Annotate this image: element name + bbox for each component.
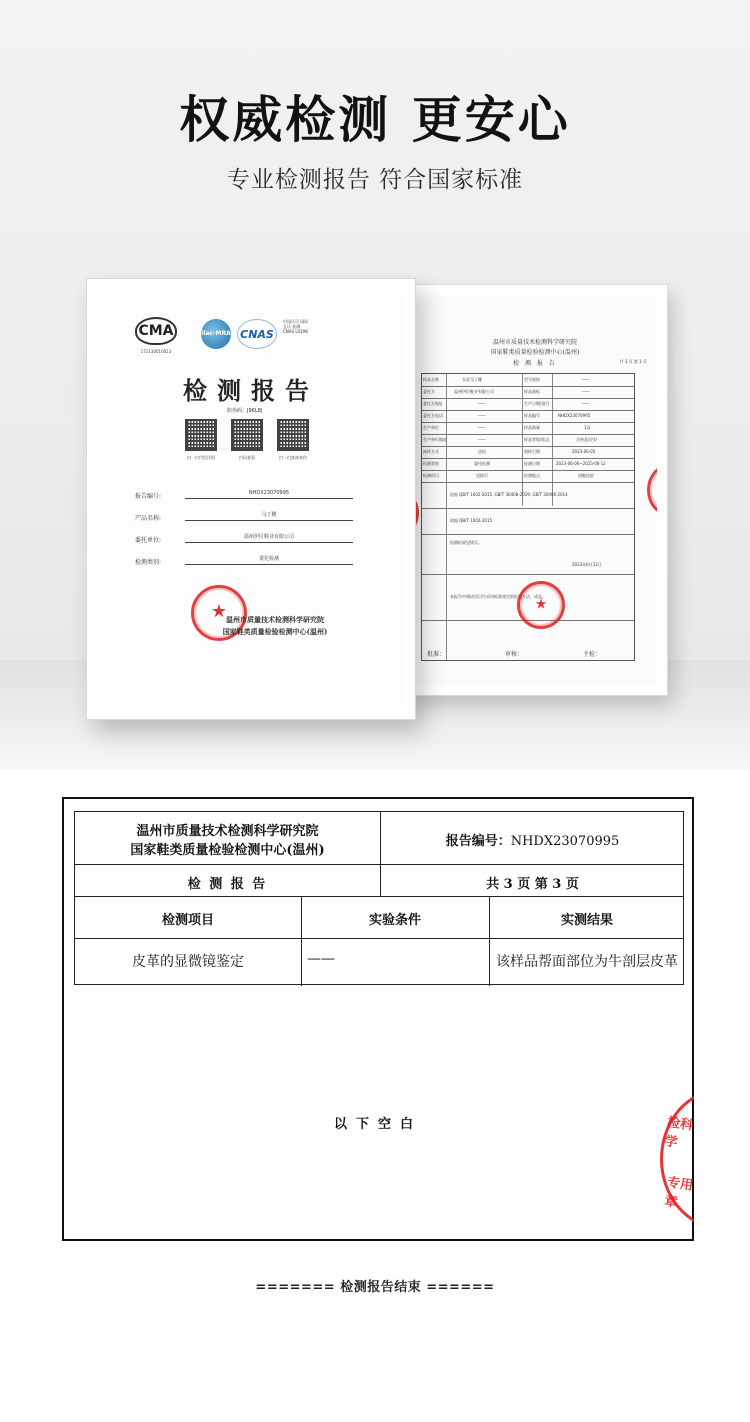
back-basis: 依据 QB/T 1002-2015, GB/T 30408-2019, GB/T 30406-2014 — [450, 492, 568, 497]
qr-code — [185, 419, 217, 451]
back-cell: 委托方地址 — [423, 401, 443, 406]
back-cell: 到样日期 — [524, 449, 540, 454]
back-cell: 1双 — [584, 425, 591, 430]
back-cell: —— — [582, 389, 590, 394]
stamp-star-icon: ★ — [534, 596, 548, 613]
cover-title: 检测报告 — [183, 376, 319, 405]
back-title-line2: 国家鞋类质量检验检测中心(温州) — [490, 349, 580, 356]
side-stamp-text2: 专用章 — [663, 1175, 694, 1211]
back-cell: —— — [478, 401, 486, 406]
col-header-condition: 实验条件 — [368, 913, 421, 928]
back-cell: 样品数量 — [524, 425, 540, 430]
back-cell: 送检 — [478, 449, 486, 454]
report-end-text: ======= 检测报告结束 ====== — [255, 1280, 495, 1295]
back-doc-title: 检 测 报 告 — [513, 360, 557, 367]
back-cell: 检测类别 — [423, 461, 439, 466]
seal-line2: 国家鞋类质量检验检测中心(温州) — [222, 627, 328, 636]
stamp-star-icon: ★ — [210, 601, 228, 623]
back-cell: 见续页 — [476, 473, 488, 478]
seal-line1: 温州市质量技术检测科学研究院 — [226, 615, 324, 624]
back-report-frame — [402, 284, 668, 696]
back-cell: 生产单位地址 — [423, 437, 447, 442]
report-number-label: 报告编号： — [445, 834, 511, 849]
back-cell: 样品等级/状态 — [524, 437, 550, 442]
back-sign-review: 审核： — [505, 651, 524, 658]
field-label: 委托单位: — [135, 537, 162, 544]
back-cell: 2023-06-06~2023-06-12 — [556, 461, 606, 466]
qr-caption: 扫码查看 — [239, 455, 255, 460]
back-title-line1: 温州市质量技术检测科学研究院 — [492, 339, 577, 346]
row-condition: —— — [307, 951, 335, 967]
back-cell: 委托检测 — [474, 461, 490, 466]
back-sign-inspect: 主检： — [583, 651, 602, 658]
back-cell: —— — [582, 401, 590, 406]
back-cell: —— — [582, 377, 590, 382]
back-report-sheet — [413, 295, 657, 685]
row-result: 该样品帮面部位为牛剖层皮革 — [496, 954, 678, 970]
back-cell: 女款马丁靴 — [462, 377, 482, 382]
back-cell: 样品编号 — [524, 413, 540, 418]
report-page-info: 共 3 页 第 3 页 — [486, 877, 579, 892]
qr-caption: 扫一扫代检详情 — [187, 455, 215, 460]
back-cell: 检测日期 — [524, 461, 540, 466]
cnas-logo: CNAS — [237, 319, 277, 349]
col-header-item: 检测项目 — [161, 913, 214, 928]
headline: 权威检测 更安心 — [179, 91, 571, 149]
back-cell: 样品名称 — [423, 377, 439, 382]
subline: 专业检测报告 符合国家标准 — [226, 167, 524, 193]
report-table — [74, 811, 684, 985]
back-cell: 样品商标 — [524, 389, 540, 394]
org-line2: 国家鞋类质量检验检测中心(温州) — [130, 843, 325, 858]
back-cell: 抽样方式 — [423, 449, 439, 454]
back-cell: 2023-06-05 — [572, 449, 596, 454]
back-cell: 委托方 — [423, 389, 435, 394]
back-cell: 国鞋检院 — [578, 473, 594, 478]
field-value: 马丁靴 — [185, 511, 353, 521]
report-doc-title: 检 测 报 告 — [187, 877, 268, 892]
field-label: 检测类别: — [135, 559, 162, 566]
side-red-stamp — [660, 1089, 694, 1229]
cover-antifake-no: 防伪码：J96L8J — [227, 408, 263, 414]
back-cell: 型号规格 — [524, 377, 540, 382]
back-cell: 生产日期/批号 — [524, 401, 550, 406]
field-label: 报告编号: — [135, 493, 162, 500]
cnas-note: 中国认可 国际互认 检测 CNAS L0198 — [283, 319, 309, 334]
blank-below-text: 以下空白 — [333, 1117, 422, 1132]
qr-code — [231, 419, 263, 451]
report-page — [62, 797, 694, 1241]
field-value: NHDX23070995 — [185, 489, 353, 499]
qr-code — [277, 419, 309, 451]
back-cell: 生产单位 — [423, 425, 439, 430]
back-sign-approve: 批准： — [427, 651, 446, 658]
back-issue-date: 2023年6月12日 — [572, 562, 602, 567]
back-cell: 委托方电话 — [423, 413, 443, 418]
back-cell: —— — [478, 425, 486, 430]
back-cell: 检测项目 — [423, 473, 439, 478]
back-remark: 本报告中测试项目均采用标准规定的检测方法，成品。 — [450, 594, 546, 599]
field-value: 委托检测 — [185, 555, 353, 565]
back-red-stamp — [517, 581, 565, 629]
back-cell: 温州伊臣鞋业有限公司 — [454, 389, 494, 394]
back-cell: —— — [478, 437, 486, 442]
back-cell: —— — [478, 413, 486, 418]
field-value: 温州伊臣鞋业有限公司 — [185, 533, 353, 543]
back-conclusion: 检测结果见续页。 — [450, 540, 482, 545]
cma-number: 171130010013 — [140, 349, 172, 354]
report-number-value: NHDX23070995 — [510, 834, 620, 849]
field-label: 产品名称: — [135, 515, 162, 522]
ilac-logo: ilac-MRA — [201, 319, 231, 349]
side-stamp-text1: 检科学 — [663, 1115, 694, 1151]
cma-logo: CMA — [135, 317, 177, 345]
col-header-result: 实测结果 — [560, 913, 613, 928]
front-report-frame — [86, 278, 416, 720]
front-report-sheet — [97, 289, 405, 709]
back-cell: 检测地点 — [524, 473, 540, 478]
back-page-note: 共 3 页 第 1 页 — [619, 359, 647, 364]
back-partial-stamp-right — [647, 465, 657, 515]
back-cell: 合格品/完好 — [576, 437, 598, 442]
back-judgement: 依据 QB/T 1002-2015 — [450, 518, 493, 523]
report-number — [380, 830, 685, 849]
qr-caption: 扫一扫查询真伪 — [279, 455, 307, 460]
row-item: 皮革的显微镜鉴定 — [132, 954, 244, 970]
back-cell: NHDX23070995 — [558, 413, 591, 418]
org-line1: 温州市质量技术检测科学研究院 — [136, 824, 319, 839]
